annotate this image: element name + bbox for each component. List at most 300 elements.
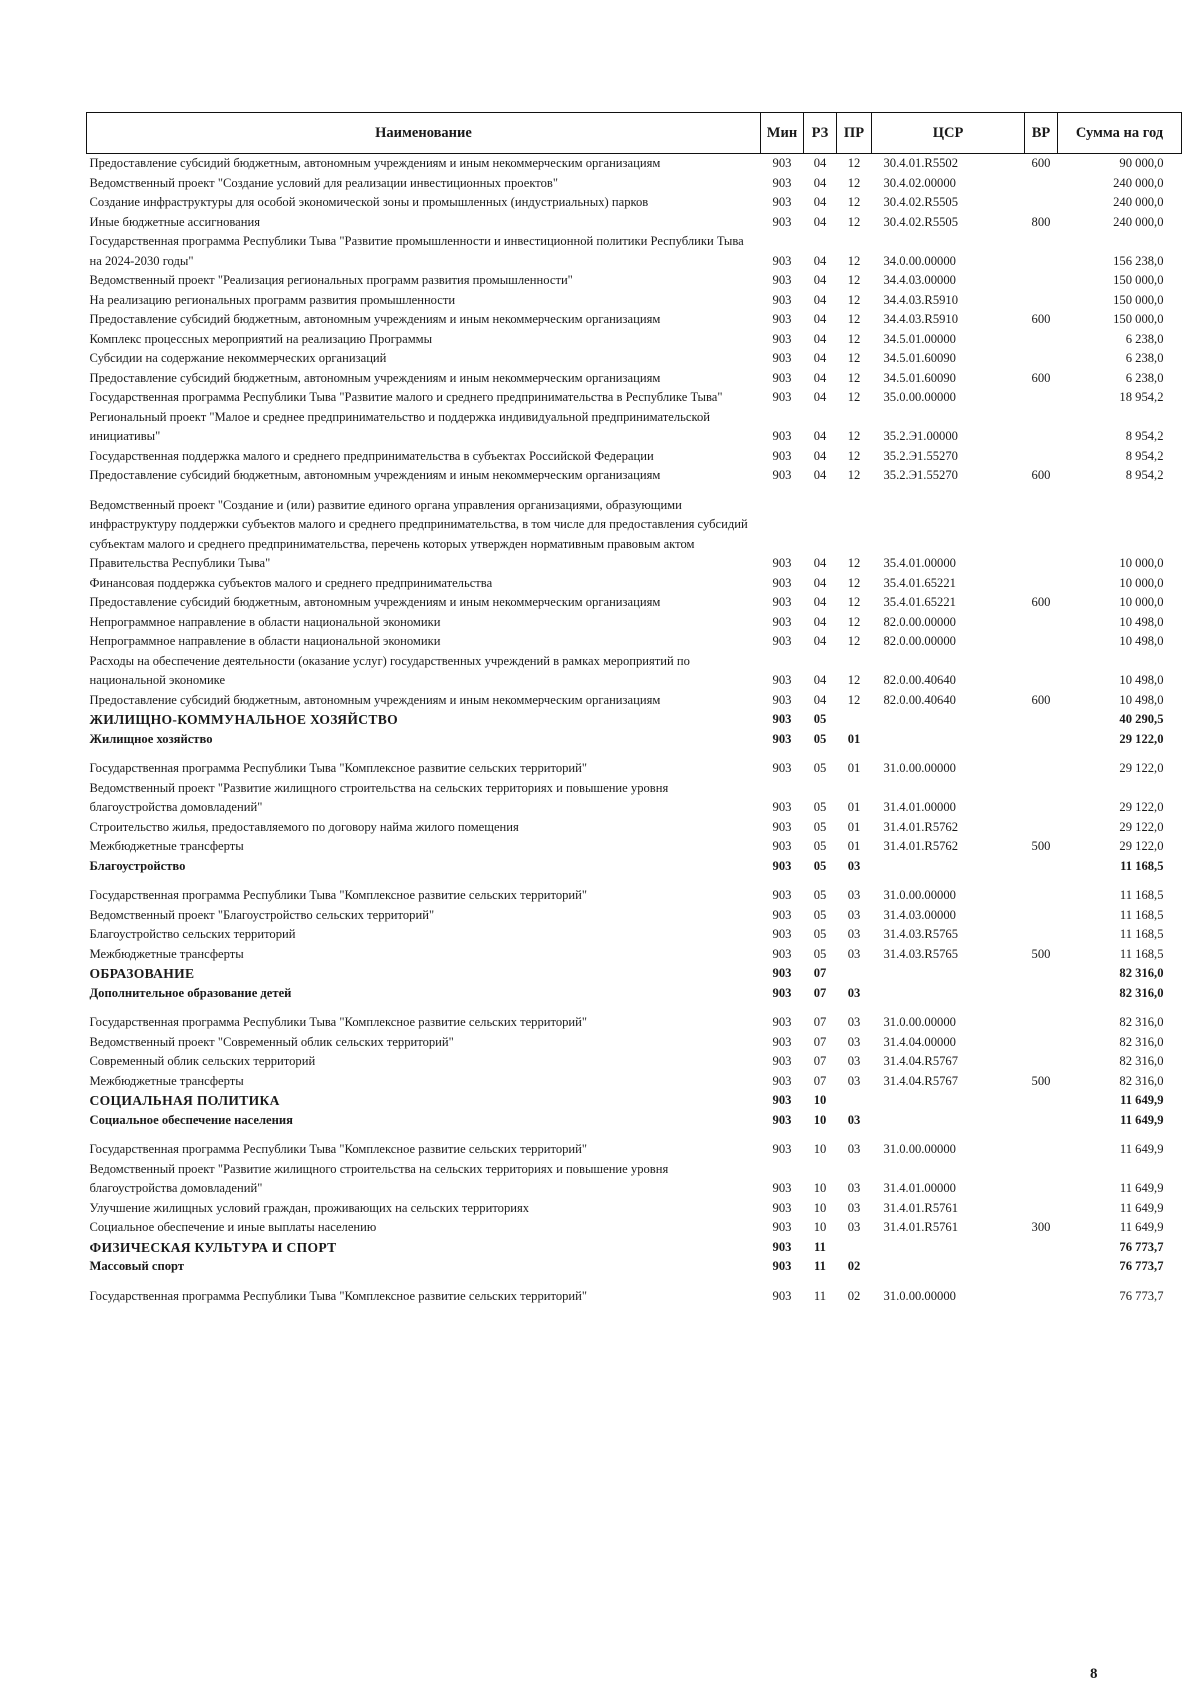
cell-name: ЖИЛИЩНО-КОММУНАЛЬНОЕ ХОЗЯЙСТВО: [89, 712, 398, 727]
cell-csr: 34.4.03.R5910: [883, 292, 959, 307]
table-row: [87, 369, 1182, 389]
table-row: [87, 857, 1182, 877]
cell-csr: 35.2.Э1.55270: [883, 468, 958, 482]
cell-name: Строительство жилья, предоставляемого по договору найма жилого помещения: [89, 819, 519, 834]
cell-sum: 76 773,7: [1119, 1239, 1164, 1254]
cell-vr: 500: [1031, 1073, 1051, 1088]
cell-min: 903: [772, 1034, 792, 1049]
cell-sum: 90 000,0: [1119, 156, 1164, 170]
table-row: [87, 730, 1182, 750]
cell-csr: 31.4.04.00000: [883, 1034, 956, 1049]
cell-pr: 03: [847, 1112, 861, 1127]
table-row: [87, 1052, 1182, 1072]
cell-sum: 240 000,0: [1113, 175, 1164, 190]
cell-rz: 05: [813, 800, 827, 814]
cell-vr: [1025, 710, 1058, 730]
cell-rz: 11: [814, 1259, 826, 1273]
cell-vr: 600: [1031, 370, 1051, 385]
cell-csr: 30.4.01.R5502: [883, 156, 959, 170]
cell-csr: [872, 857, 1025, 877]
cell-name: Финансовая поддержка субъектов малого и среднего предпринимательства: [89, 575, 493, 590]
cell-vr: 300: [1031, 1220, 1051, 1234]
cell-vr: [1025, 1257, 1058, 1277]
cell-vr: [1025, 193, 1058, 213]
cell-csr: 31.4.01.R5761: [883, 1220, 959, 1234]
cell-sum: 10 000,0: [1119, 595, 1164, 609]
cell-sum: 150 000,0: [1113, 292, 1164, 307]
cell-csr: 34.0.00.00000: [883, 253, 956, 268]
cell-min: 903: [772, 927, 792, 941]
table-row: [87, 906, 1182, 926]
cell-rz: 04: [813, 253, 827, 268]
cell-rz: 07: [813, 985, 827, 1000]
cell-name: Предоставление субсидий бюджетным, автономным учреждениям и иным некоммерческим организациям: [89, 468, 661, 482]
cell-sum: 82 316,0: [1119, 1034, 1164, 1049]
cell-name: Межбюджетные трансферты: [89, 1073, 244, 1088]
cell-min: 903: [772, 175, 792, 190]
cell-vr: [1025, 652, 1058, 691]
cell-rz: 10: [813, 1093, 827, 1107]
cell-sum: 82 316,0: [1119, 985, 1164, 1000]
cell-rz: 04: [813, 175, 827, 190]
cell-min: 903: [772, 1259, 792, 1273]
cell-csr: 82.0.00.40640: [883, 673, 956, 687]
cell-pr: 03: [847, 1142, 861, 1156]
cell-vr: [1025, 779, 1058, 818]
cell-sum: 6 238,0: [1125, 351, 1164, 365]
cell-pr: 12: [847, 575, 861, 590]
cell-sum: 11 168,5: [1120, 858, 1164, 873]
cell-csr: 30.4.02.R5505: [883, 195, 959, 209]
table-header: [87, 113, 1182, 154]
cell-rz: 05: [813, 731, 827, 746]
cell-vr: [1025, 1111, 1058, 1131]
cell-csr: 34.5.01.60090: [883, 351, 956, 365]
cell-min: 903: [772, 1239, 792, 1254]
cell-min: 903: [772, 156, 792, 170]
table-row: [87, 632, 1182, 652]
cell-rz: 05: [813, 946, 827, 961]
cell-min: 903: [772, 1015, 792, 1029]
cell-csr: 34.5.01.60090: [883, 370, 956, 385]
cell-name: Предоставление субсидий бюджетным, автономным учреждениям и иным некоммерческим организациям: [89, 692, 661, 707]
cell-min: 903: [772, 819, 792, 834]
cell-rz: 07: [813, 966, 827, 980]
table-row: [87, 1130, 1182, 1160]
cell-csr: 31.4.01.R5761: [883, 1200, 959, 1215]
table-body: [87, 154, 1182, 1307]
cell-csr: 31.0.00.00000: [883, 1015, 956, 1029]
cell-rz: 04: [813, 468, 827, 482]
cell-vr: 500: [1031, 946, 1051, 961]
cell-pr: 12: [847, 468, 861, 482]
cell-min: 903: [772, 614, 792, 629]
cell-vr: [1025, 1003, 1058, 1033]
cell-min: 903: [772, 800, 792, 814]
cell-csr: 31.4.01.00000: [883, 1181, 956, 1195]
cell-sum: 156 238,0: [1113, 253, 1164, 268]
cell-vr: [1025, 749, 1058, 779]
cell-pr: 12: [847, 429, 861, 443]
cell-pr: 01: [847, 761, 861, 775]
header-min: Мин: [761, 113, 804, 154]
cell-pr: 03: [847, 1073, 861, 1088]
cell-csr: 82.0.00.40640: [883, 692, 956, 707]
cell-name: Ведомственный проект "Благоустройство сельских территорий": [89, 907, 435, 922]
cell-vr: [1025, 1130, 1058, 1160]
cell-vr: [1025, 984, 1058, 1004]
cell-csr: 31.0.00.00000: [883, 761, 956, 775]
cell-min: 903: [772, 214, 792, 229]
cell-pr: 02: [847, 1259, 861, 1273]
cell-csr: 35.4.01.65221: [883, 575, 956, 590]
cell-min: 903: [772, 331, 792, 346]
table-row: [87, 818, 1182, 838]
cell-min: 903: [772, 312, 792, 326]
cell-name: Ведомственный проект "Реализация региональных программ развития промышленности": [89, 273, 573, 287]
cell-vr: [1025, 613, 1058, 633]
table-row: [87, 271, 1182, 291]
cell-name: Межбюджетные трансферты: [89, 946, 244, 961]
table-row: [87, 876, 1182, 906]
cell-sum: 29 122,0: [1119, 800, 1164, 814]
cell-pr: 12: [847, 195, 861, 209]
cell-csr: [872, 1257, 1025, 1277]
table-row: [87, 349, 1182, 369]
cell-pr: 03: [847, 927, 861, 941]
cell-vr: 800: [1031, 214, 1051, 229]
cell-vr: [1025, 632, 1058, 652]
cell-vr: [1025, 1277, 1058, 1307]
cell-rz: 04: [813, 429, 827, 443]
cell-sum: 40 290,5: [1119, 712, 1164, 726]
cell-csr: [872, 1111, 1025, 1131]
cell-sum: 10 498,0: [1119, 634, 1164, 648]
cell-vr: [1025, 964, 1058, 984]
cell-csr: 31.4.03.00000: [883, 907, 956, 922]
table-row: [87, 1199, 1182, 1219]
cell-rz: 04: [813, 448, 827, 463]
cell-sum: 18 954,2: [1119, 390, 1164, 404]
cell-pr: 03: [847, 1034, 861, 1049]
cell-sum: 8 954,2: [1125, 468, 1164, 482]
cell-rz: 04: [813, 390, 827, 404]
cell-pr: [837, 710, 872, 730]
cell-vr: 500: [1031, 839, 1051, 853]
cell-name: Дополнительное образование детей: [89, 985, 292, 1000]
cell-min: 903: [772, 273, 792, 287]
cell-pr: 01: [847, 800, 861, 814]
cell-rz: 07: [813, 1054, 827, 1068]
cell-csr: 35.2.Э1.00000: [883, 429, 958, 443]
cell-vr: 600: [1031, 156, 1051, 170]
table-row: [87, 1111, 1182, 1131]
cell-csr: 35.2.Э1.55270: [883, 448, 958, 463]
cell-vr: [1025, 1033, 1058, 1053]
cell-pr: [837, 1238, 872, 1258]
cell-min: 903: [772, 595, 792, 609]
table-row: [87, 193, 1182, 213]
cell-name: Улучшение жилищных условий граждан, проживающих на сельских территориях: [89, 1200, 530, 1215]
cell-pr: 03: [847, 1220, 861, 1234]
header-name: Наименование: [87, 113, 761, 154]
cell-name: Региональный проект "Малое и среднее предпринимательство и поддержка индивидуальной предпринимательской инициативы": [89, 409, 710, 443]
cell-sum: 10 498,0: [1119, 614, 1164, 629]
cell-min: 903: [772, 292, 792, 307]
cell-rz: 05: [813, 761, 827, 775]
cell-pr: 12: [847, 156, 861, 170]
cell-sum: 76 773,7: [1119, 1259, 1164, 1273]
cell-csr: [872, 964, 1025, 984]
cell-rz: 10: [813, 1142, 827, 1156]
cell-sum: 10 000,0: [1119, 556, 1164, 570]
table-row: [87, 984, 1182, 1004]
cell-csr: [872, 1091, 1025, 1111]
cell-pr: 12: [847, 175, 861, 190]
cell-rz: 04: [813, 614, 827, 629]
cell-csr: 35.4.01.00000: [883, 556, 956, 570]
cell-vr: [1025, 486, 1058, 574]
cell-pr: 12: [847, 595, 861, 609]
cell-rz: 10: [813, 1112, 827, 1127]
cell-csr: [872, 984, 1025, 1004]
cell-min: 903: [772, 1054, 792, 1068]
cell-sum: 150 000,0: [1113, 312, 1164, 326]
cell-pr: 02: [847, 1288, 861, 1303]
cell-vr: 600: [1031, 312, 1051, 326]
cell-name: СОЦИАЛЬНАЯ ПОЛИТИКА: [89, 1093, 280, 1108]
cell-sum: 11 649,9: [1119, 1142, 1164, 1156]
budget-table: [86, 112, 1182, 1306]
cell-vr: [1025, 574, 1058, 594]
cell-vr: [1025, 388, 1058, 408]
cell-min: 903: [772, 1112, 792, 1127]
cell-rz: 05: [813, 839, 827, 853]
cell-vr: [1025, 271, 1058, 291]
table-row: [87, 593, 1182, 613]
cell-min: 903: [772, 712, 792, 726]
cell-vr: [1025, 408, 1058, 447]
table-row: [87, 291, 1182, 311]
cell-rz: 04: [813, 351, 827, 365]
cell-sum: 240 000,0: [1113, 195, 1164, 209]
cell-rz: 04: [813, 273, 827, 287]
cell-vr: 600: [1031, 692, 1051, 707]
cell-sum: 11 168,5: [1119, 946, 1164, 961]
cell-rz: 04: [813, 312, 827, 326]
cell-csr: [872, 710, 1025, 730]
cell-min: 903: [772, 253, 792, 268]
cell-csr: 34.4.03.R5910: [883, 312, 959, 326]
cell-csr: 34.5.01.00000: [883, 331, 956, 346]
cell-pr: 12: [847, 448, 861, 463]
cell-min: 903: [772, 946, 792, 961]
cell-name: Расходы на обеспечение деятельности (оказание услуг) государственных учреждений в рамках мероприятий по национальной экономике: [89, 653, 690, 687]
cell-min: 903: [772, 556, 792, 570]
cell-sum: 6 238,0: [1125, 370, 1164, 385]
table-row: [87, 174, 1182, 194]
table-row: [87, 652, 1182, 691]
cell-vr: [1025, 232, 1058, 271]
cell-sum: 8 954,2: [1125, 448, 1164, 463]
cell-vr: [1025, 857, 1058, 877]
cell-rz: 04: [813, 673, 827, 687]
cell-pr: 12: [847, 692, 861, 707]
cell-name: Государственная программа Республики Тыва "Комплексное развитие сельских территорий": [89, 761, 588, 775]
cell-name: Комплекс процессных мероприятий на реализацию Программы: [89, 331, 433, 346]
table-row: [87, 1277, 1182, 1307]
cell-pr: 12: [847, 614, 861, 629]
cell-name: Массовый спорт: [89, 1259, 185, 1273]
cell-name: Ведомственный проект "Создание и (или) развитие единого органа управления организациями, образующими инфраструктуру поддержки субъектов малого и среднего предпринимательства, в том числе для предоставления субсидий субъектам малого и среднего предпринимательства, перечень которых утвержден нормативным правовым актом Правительства Республики Тыва": [89, 497, 748, 570]
cell-min: 903: [772, 351, 792, 365]
table-row: [87, 613, 1182, 633]
table-row: [87, 1257, 1182, 1277]
header-sum: Сумма на год: [1058, 113, 1182, 154]
cell-csr: 34.4.03.00000: [883, 273, 956, 287]
table-row: [87, 925, 1182, 945]
table-row: [87, 691, 1182, 711]
cell-name: Ведомственный проект "Создание условий для реализации инвестиционных проектов": [89, 175, 558, 190]
cell-pr: 12: [847, 331, 861, 346]
table-row: [87, 574, 1182, 594]
table-row: [87, 1160, 1182, 1199]
cell-sum: 11 168,5: [1119, 907, 1164, 922]
cell-vr: [1025, 330, 1058, 350]
cell-csr: 30.4.02.00000: [883, 175, 956, 190]
header-csr: ЦСР: [872, 113, 1025, 154]
cell-sum: 11 649,9: [1119, 1220, 1164, 1234]
cell-min: 903: [772, 731, 792, 746]
cell-rz: 05: [813, 712, 827, 726]
cell-name: Непрограммное направление в области национальной экономики: [89, 634, 441, 648]
cell-name: ОБРАЗОВАНИЕ: [89, 966, 195, 981]
cell-rz: 05: [813, 927, 827, 941]
cell-name: Государственная поддержка малого и среднего предпринимательства в субъектах Российской Федерации: [89, 448, 654, 463]
cell-rz: 10: [813, 1181, 827, 1195]
cell-sum: 11 649,9: [1120, 1112, 1164, 1127]
cell-pr: 03: [847, 888, 861, 902]
cell-name: Благоустройство сельских территорий: [89, 927, 296, 941]
table-row: [87, 408, 1182, 447]
cell-rz: 04: [813, 370, 827, 385]
cell-sum: 6 238,0: [1125, 331, 1164, 346]
cell-csr: 31.4.03.R5765: [883, 946, 959, 961]
cell-min: 903: [772, 673, 792, 687]
cell-sum: 76 773,7: [1119, 1288, 1164, 1303]
cell-pr: 12: [847, 273, 861, 287]
table-row: [87, 154, 1182, 174]
cell-min: 903: [772, 468, 792, 482]
table-row: [87, 447, 1182, 467]
cell-csr: 31.4.03.R5765: [883, 927, 959, 941]
cell-name: Государственная программа Республики Тыва "Развитие промышленности и инвестиционной политики Республики Тыва на 2024-2030 годы": [89, 234, 744, 268]
cell-pr: [837, 1091, 872, 1111]
cell-vr: 600: [1031, 595, 1051, 609]
header-rz: РЗ: [804, 113, 837, 154]
cell-csr: 31.4.01.00000: [883, 800, 956, 814]
cell-pr: 03: [847, 1015, 861, 1029]
cell-pr: 12: [847, 370, 861, 385]
cell-csr: 82.0.00.00000: [883, 634, 956, 648]
table-row: [87, 388, 1182, 408]
cell-csr: 31.0.00.00000: [883, 1288, 956, 1303]
cell-min: 903: [772, 858, 792, 873]
cell-name: Межбюджетные трансферты: [89, 839, 244, 853]
cell-vr: 600: [1031, 468, 1051, 482]
cell-rz: 10: [813, 1200, 827, 1215]
cell-rz: 04: [813, 214, 827, 229]
cell-sum: 11 649,9: [1119, 1181, 1164, 1195]
cell-sum: 150 000,0: [1113, 273, 1164, 287]
cell-vr: [1025, 1091, 1058, 1111]
cell-min: 903: [772, 888, 792, 902]
cell-min: 903: [772, 839, 792, 853]
budget-table-page: [86, 112, 1181, 1306]
table-row: [87, 1003, 1182, 1033]
cell-min: 903: [772, 448, 792, 463]
cell-name: Иные бюджетные ассигнования: [89, 214, 261, 229]
table-row: [87, 486, 1182, 574]
cell-pr: 12: [847, 253, 861, 268]
cell-pr: 12: [847, 390, 861, 404]
cell-vr: [1025, 1199, 1058, 1219]
cell-name: Предоставление субсидий бюджетным, автономным учреждениям и иным некоммерческим организациям: [89, 156, 661, 170]
cell-csr: [872, 1238, 1025, 1258]
cell-sum: 29 122,0: [1119, 761, 1164, 775]
table-row: [87, 945, 1182, 965]
cell-vr: [1025, 291, 1058, 311]
cell-rz: 05: [813, 858, 827, 873]
cell-sum: 29 122,0: [1119, 731, 1164, 746]
cell-csr: 30.4.02.R5505: [883, 214, 959, 229]
cell-min: 903: [772, 1220, 792, 1234]
cell-min: 903: [772, 195, 792, 209]
cell-vr: [1025, 1238, 1058, 1258]
cell-rz: 05: [813, 819, 827, 834]
cell-rz: 04: [813, 556, 827, 570]
cell-pr: 12: [847, 351, 861, 365]
cell-min: 903: [772, 429, 792, 443]
cell-csr: 31.0.00.00000: [883, 888, 956, 902]
cell-sum: 11 649,9: [1119, 1200, 1164, 1215]
cell-min: 903: [772, 1073, 792, 1088]
cell-csr: 31.4.04.R5767: [883, 1073, 959, 1088]
cell-csr: 35.0.00.00000: [883, 390, 956, 404]
cell-rz: 05: [813, 907, 827, 922]
cell-vr: [1025, 876, 1058, 906]
cell-min: 903: [772, 1200, 792, 1215]
cell-rz: 10: [813, 1220, 827, 1234]
cell-name: Ведомственный проект "Развитие жилищного строительства на сельских территориях и повышение уровня благоустройства домовладений": [89, 780, 669, 814]
cell-min: 903: [772, 634, 792, 648]
cell-name: Предоставление субсидий бюджетным, автономным учреждениям и иным некоммерческим организациям: [89, 370, 661, 385]
cell-name: Предоставление субсидий бюджетным, автономным учреждениям и иным некоммерческим организациям: [89, 312, 661, 326]
cell-sum: 29 122,0: [1119, 839, 1164, 853]
cell-rz: 07: [813, 1015, 827, 1029]
cell-pr: 12: [847, 634, 861, 648]
cell-pr: 03: [847, 946, 861, 961]
cell-name: Субсидии на содержание некоммерческих организаций: [89, 351, 387, 365]
cell-sum: 11 168,5: [1119, 888, 1164, 902]
cell-sum: 240 000,0: [1113, 214, 1164, 229]
cell-pr: 03: [847, 1200, 861, 1215]
cell-pr: 12: [847, 673, 861, 687]
cell-pr: 12: [847, 556, 861, 570]
table-row: [87, 964, 1182, 984]
cell-rz: 04: [813, 595, 827, 609]
cell-rz: 04: [813, 692, 827, 707]
